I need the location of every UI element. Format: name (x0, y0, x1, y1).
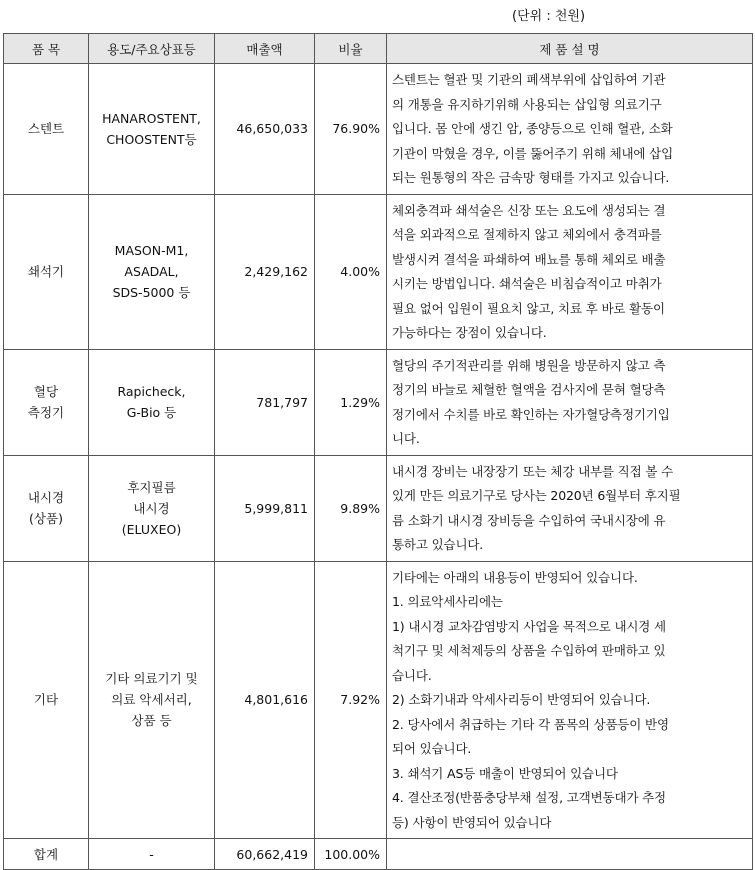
use-line: SDS-5000 등 (112, 285, 191, 300)
description-line: 척기구 및 세척제등의 상품을 수입하여 판매하고 있 (392, 643, 666, 658)
use-line: 내시경 (133, 500, 170, 516)
item-name: 측정기 (27, 405, 65, 420)
description-line: 시키는 방법입니다. 쇄석술은 비침습적이고 마취가 (392, 276, 662, 291)
use-line: 후지필름 (127, 479, 176, 495)
use-line: G-Bio 등 (126, 405, 177, 420)
item-cell (4, 561, 89, 839)
description-line: 있게 만든 의료기구로 당사는 2020년 6월부터 후지필 (392, 488, 681, 503)
item-cell (4, 194, 89, 349)
ratio-cell: 7.92% (315, 561, 387, 839)
description-cell (387, 349, 753, 455)
ratio-cell: 4.00% (315, 194, 387, 349)
use-line: ASADAL, (124, 264, 179, 279)
header-description: 제 품 설 명 (387, 34, 753, 64)
description-line: 석을 외과적으로 절제하지 않고 체외에서 충격파를 (392, 227, 662, 242)
item-name: 기타 (33, 692, 59, 708)
item-cell (4, 64, 89, 195)
description-line: 2. 당사에서 취급하는 기타 각 품목의 상품등이 반영 (392, 716, 669, 732)
ratio-cell: 1.29% (315, 349, 387, 455)
description-line: 1) 내시경 교차감염방지 사업을 목적으로 내시경 세 (392, 618, 666, 634)
item-name: 혈당 (33, 384, 59, 399)
use-cell (89, 194, 215, 349)
table-row (4, 349, 753, 455)
item-name: 쇄석기 (27, 264, 65, 279)
item-name: 내시경 (27, 490, 65, 505)
description-line: 습니다. (392, 667, 432, 683)
sales-cell: 46,650,033 (215, 64, 315, 195)
sales-cell: 781,797 (215, 349, 315, 455)
use-cell (89, 64, 215, 195)
description-line: 4. 결산조정(반품충당부채 설정, 고객변동대가 추정 (392, 790, 666, 805)
description-line: 내시경 장비는 내장장기 또는 체강 내부를 직접 볼 수 (392, 463, 674, 479)
use-line: 의료 악세서리, (111, 692, 192, 708)
item-cell (4, 455, 89, 561)
use-line: CHOOSTENT등 (106, 131, 197, 147)
table-row (4, 194, 753, 349)
description-cell (387, 455, 753, 561)
description-cell (387, 64, 753, 195)
total-row (4, 839, 753, 870)
description-line: 발생시켜 결석을 파쇄하여 배뇨를 통해 체외로 배출 (392, 251, 666, 267)
description-line: 3. 쇄석기 AS등 매출이 반영되어 있습니다 (392, 765, 618, 781)
table-row (4, 455, 753, 561)
description-line: 입니다. 몸 안에 생긴 암, 종양등으로 인해 혈관, 소화 (392, 121, 673, 136)
use-line: 기타 의료기기 및 (105, 671, 198, 687)
header-sales: 매출액 (215, 34, 315, 64)
ratio-cell: 9.89% (315, 455, 387, 561)
unit-note: (단위 : 천원) (512, 9, 586, 24)
description-line: 정기의 바늘로 체혈한 혈액을 검사지에 묻혀 혈당측 (392, 382, 666, 397)
description-line: 통하고 있습니다. (392, 537, 484, 552)
table-row (4, 64, 753, 195)
table-header-row (4, 34, 753, 64)
use-line: HANAROSTENT, (102, 110, 201, 126)
description-line: 스텐트는 혈관 및 기관의 폐색부위에 삽입하여 기관 (392, 72, 666, 87)
description-line: 기관이 막혔을 경우, 이를 뚫어주기 위해 체내에 삽입 (392, 145, 674, 161)
sales-cell: 4,801,616 (215, 561, 315, 839)
description-line: 의 개통을 유지하기위해 사용되는 삽입형 의료기구 (392, 96, 662, 112)
use-line: (ELUXEO) (121, 521, 182, 537)
total-sales: 60,662,419 (215, 839, 315, 870)
description-line: 기타에는 아래의 내용등이 반영되어 있습니다. (392, 569, 638, 585)
description-line: 등) 사항이 반영되어 있습니다 (392, 814, 552, 830)
header-item: 품 목 (4, 34, 89, 64)
description-line: 1. 의료악세사리에는 (392, 594, 503, 609)
sales-cell: 5,999,811 (215, 455, 315, 561)
description-line: 혈당의 주기적관리를 위해 병원을 방문하지 않고 측 (392, 357, 666, 373)
use-cell (89, 455, 215, 561)
use-cell (89, 561, 215, 839)
description-line: 가능하다는 장점이 있습니다. (392, 325, 547, 340)
total-description (387, 839, 753, 870)
description-line: 2) 소화기내과 악세사리등이 반영되어 있습니다. (392, 692, 651, 707)
use-line: 상품 등 (131, 713, 172, 729)
use-cell (89, 349, 215, 455)
description-cell (387, 194, 753, 349)
header-ratio: 비율 (315, 34, 387, 64)
description-line: 되는 원통형의 작은 금속망 형태를 가지고 있습니다. (392, 170, 670, 185)
total-use: - (89, 839, 215, 870)
table-body (4, 64, 753, 870)
table-row (4, 561, 753, 839)
description-line: 니다. (392, 431, 420, 446)
total-ratio: 100.00% (315, 839, 387, 870)
description-line: 름 소화기 내시경 장비등을 수입하여 국내시장에 유 (392, 512, 666, 528)
ratio-cell: 76.90% (315, 64, 387, 195)
use-line: MASON-M1, (114, 243, 189, 258)
item-cell (4, 349, 89, 455)
description-line: 필요 없어 입원이 필요치 않고, 치료 후 바로 활동이 (392, 300, 665, 316)
description-line: 체외충격파 쇄석술은 신장 또는 요도에 생성되는 결 (392, 202, 666, 218)
description-line: 되어 있습니다. (392, 741, 472, 756)
product-sales-table (3, 33, 753, 870)
item-name: (상품) (29, 511, 63, 526)
header-use: 용도/주요상표등 (89, 34, 215, 64)
sales-cell: 2,429,162 (215, 194, 315, 349)
use-line: Rapicheck, (117, 384, 186, 399)
description-cell (387, 561, 753, 839)
item-name: 스텐트 (27, 121, 65, 137)
total-label: 합계 (4, 839, 89, 870)
description-line: 정기에서 수치를 바로 확인하는 자가혈당측정기기입 (392, 406, 670, 422)
